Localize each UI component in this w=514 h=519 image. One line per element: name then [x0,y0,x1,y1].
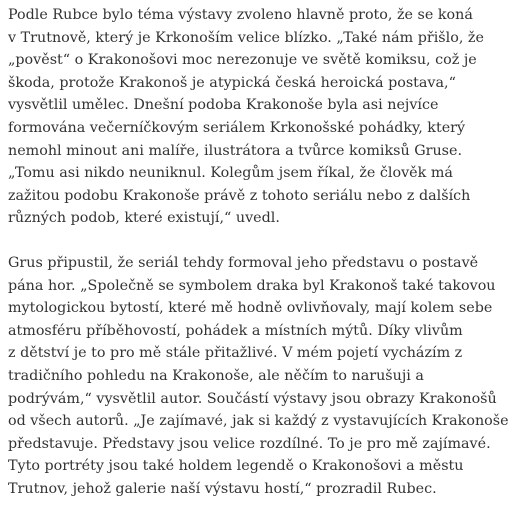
text-line: mytologickou bytostí, které mě hodně ovlivňovaly, mají kolem sebe [8,300,493,317]
text-line: nemohl minout ani malíře, ilustrátora a tvůrce komiksů Gruse. [8,142,463,159]
text-line: zažitou podobu Krakonoše právě z tohoto seriálu nebo z dalších [8,187,471,204]
text-line: „pověst“ o Krakonošovi moc nerezonuje ve světě komiksu, což je [8,52,477,69]
text-line: formována večerníčkovým seriálem Krkonošské pohádky, který [8,119,466,136]
text-line: škoda, protože Krakonoš je atypická česká heroická postava,“ [8,74,456,91]
paragraph-1 [8,4,510,230]
text-line: Tyto portréty jsou také holdem legendě o Krakonošovi a městu [8,458,464,475]
text-line: Podle Rubce bylo téma výstavy zvoleno hlavně proto, že se koná [8,7,473,23]
text-line: různých podob, které existují,“ uvedl. [8,210,280,227]
text-line: Trutnov, jehož galerie naší výstavu hostí,“ prozradil Rubec. [8,480,437,497]
text-line: podrývám,“ vysvětlil autor. Součástí výstavy jsou obrazy Krakonošů [8,390,497,407]
text-line: od všech autorů. „Je zajímavé, jak si každý z vystavujících Krakonoše [8,413,509,430]
article-body [8,4,510,500]
text-line: vysvětlil umělec. Dnešní podoba Krakonoše byla asi nejvíce [8,97,439,114]
text-line: Grus připustil, že seriál tehdy formoval jeho představu o postavě [8,254,479,271]
text-line: z dětství je to pro mě stále přitažlivé. V mém pojetí vycházím z [8,345,463,362]
text-line: tradičního pohledu na Krakonoše, ale něčím to narušuji a [8,367,424,384]
text-line: v Trutnově, který je Krkonoším velice blízko. „Také nám přišlo, že [8,29,484,46]
text-line: představuje. Představy jsou velice rozdílné. To je pro mě zajímavé. [8,435,491,452]
text-line: atmosféru příběhovostí, pohádek a místních mýtů. Díky vlivům [8,322,463,339]
paragraph-2 [8,252,510,501]
text-line: „Tomu asi nikdo neuniknul. Kolegům jsem říkal, že člověk má [8,165,453,182]
text-line: pána hor. „Společně se symbolem draka byl Krakonoš také takovou [8,277,496,294]
